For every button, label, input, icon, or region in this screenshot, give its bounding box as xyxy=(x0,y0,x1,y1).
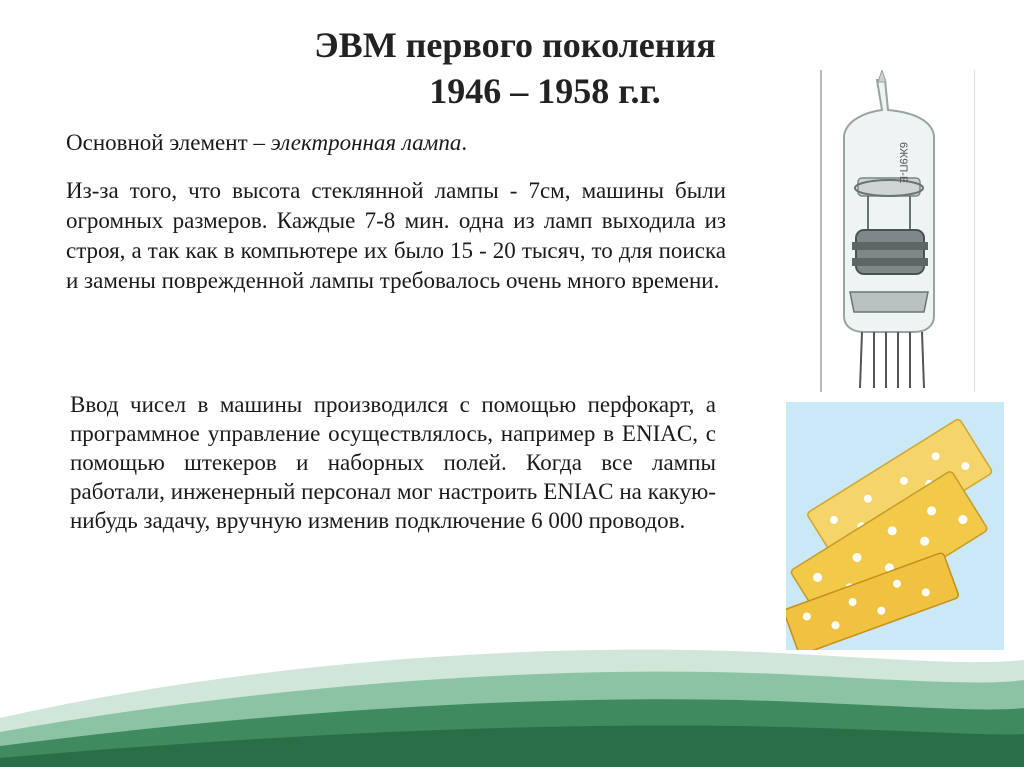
input-paragraph: Ввод чисел в машины производился с помощью перфокарт, а программное управление осуществлялось, например в ENIAC, с помощью штекеров и наборных полей. Когда все лампы работали, инженерный персонал мог настроить ENIAC на какую-нибудь задачу, вручную изменив подключение 6 000 проводов. xyxy=(70,392,716,533)
main-element-emphasis: электронная лампа xyxy=(270,130,462,155)
tube-anode-band xyxy=(852,258,928,266)
slide-title xyxy=(170,22,860,114)
main-element-prefix: Основной элемент – xyxy=(66,130,271,155)
lamp-paragraph: Из-за того, что высота стеклянной лампы - 7см, машины были огромных размеров. Каждые 7-8 мин. одна из ламп выходила из строя, а так как в компьютере их было 15 - 20 тысяч, то для поиска и замены поврежденной лампы требовалось очень много времени. xyxy=(66,178,726,293)
main-element-suffix: . xyxy=(461,130,468,155)
tube-pin xyxy=(860,332,862,388)
tube-anode xyxy=(856,230,924,274)
tube-anode-band xyxy=(852,242,928,250)
title-line-1: ЭВМ первого поколения xyxy=(314,25,716,65)
tube-label: 6Ж9П-Е xyxy=(897,142,909,184)
tube-pin xyxy=(922,332,924,388)
punch-cards-image xyxy=(786,402,1004,650)
vacuum-tube-image xyxy=(820,70,975,392)
punch-cards-illustration xyxy=(786,402,1004,650)
tube-tip xyxy=(878,70,886,82)
title-line-2: 1946 – 1958 г.г. xyxy=(429,71,661,111)
main-element-line xyxy=(66,128,467,158)
vacuum-tube-illustration xyxy=(822,70,974,392)
tube-base xyxy=(850,292,928,312)
